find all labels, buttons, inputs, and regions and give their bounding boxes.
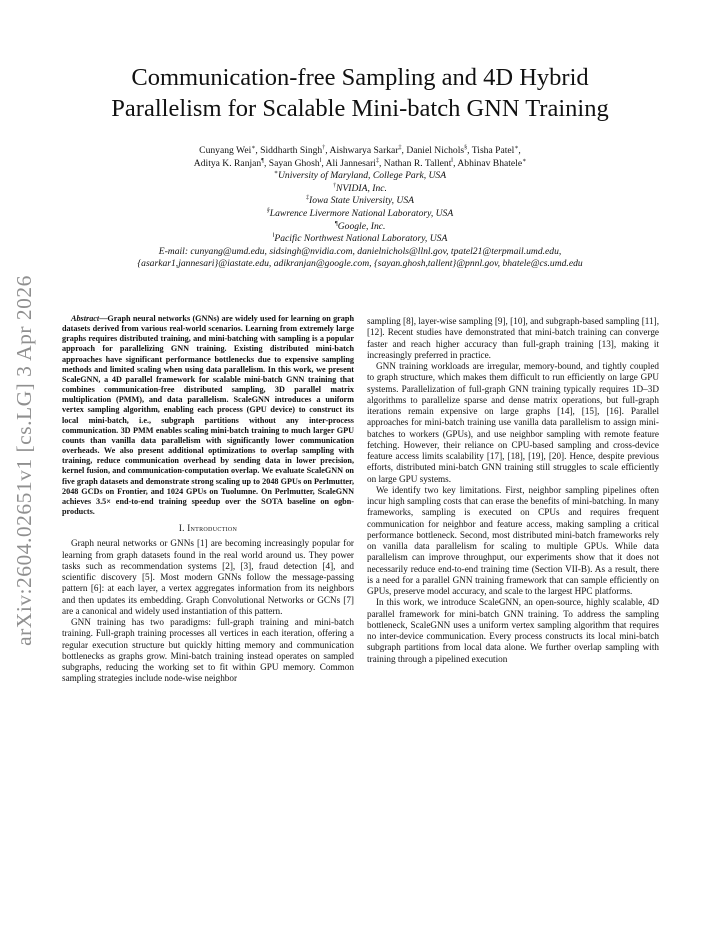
author-name: Sayan Ghosh bbox=[268, 157, 320, 169]
title-line-2: Parallelism for Scalable Mini-batch GNN Training bbox=[111, 95, 609, 122]
paragraph: GNN training has two paradigms: full-graph training and mini-batch training. Full-graph training processes all vertices in each iteration, offering a regular execution structure but quickly hitting memory and communication bottlenecks as graphs grow. Mini-batch training instead operates on sampled subgraphs, reducing the working set to fit within GPU memory. Common sampling strategies include node-wise neighbor bbox=[62, 617, 354, 684]
author-line-2: Aditya K. Ranjan¶, Sayan Ghosh‖, Ali Jannesari‡, Nathan R. Tallent‖, Abhinav Bhatele∗ bbox=[193, 157, 527, 169]
abstract-label: Abstract bbox=[71, 314, 100, 323]
left-column bbox=[62, 314, 354, 685]
author-block bbox=[40, 145, 680, 271]
section-heading: I. Introduction bbox=[178, 523, 238, 534]
affiliation: §Lawrence Livermore National Laboratory, USA bbox=[266, 207, 454, 219]
author-name: Nathan R. Tallent bbox=[383, 157, 452, 169]
abstract: Abstract—Graph neural networks (GNNs) are widely used for learning on graph datasets derived from various real-world scenarios. Learning from extremely large graphs requires distributed training, and mini-batching with sampling is a popular approach for parallelizing GNN training. Existing distributed mini-batch approaches have significant performance bottlenecks due to expensive sampling methods and limited scaling when using data parallelism. In this work, we present ScaleGNN, a 4D parallel framework for scalable mini-batch GNN training that combines communication-free distributed sampling, 3D parallel matrix multiplication (PMM), and data parallelism. ScaleGNN introduces a uniform vertex sampling algorithm, enabling each process (GPU device) to construct its local mini-batch, i.e., subgraph partitions without any inter-process communication. 3D PMM enables scaling mini-batch training to much larger GPU counts than vanilla data parallelism with significantly lower communication overheads. We also present additional optimizations to overlap sampling with training, reduce communication overhead by sending data in lower precision, kernel fusion, and communication-computation overlap. We evaluate ScaleGNN on five graph datasets and demonstrate strong scaling up to 2048 GPUs on Perlmutter, 2048 GCDs on Frontier, and 1024 GPUs on Tuolumne. On Perlmutter, ScaleGNN achieves 3.5× end-to-end training speedup over the SOTA baseline on ogbn-products. bbox=[62, 314, 354, 516]
right-column bbox=[367, 316, 659, 665]
paper-title bbox=[40, 62, 680, 124]
author-name: Daniel Nichols bbox=[406, 145, 465, 156]
arxiv-identifier[interactable]: arXiv:2604.02651v1 [cs.LG] 3 Apr 2026 bbox=[11, 274, 36, 646]
email-line-2: {asarkar1,jannesari}@iastate.edu, adikranjan@google.com, {sayan.ghosh,tallent}@pnnl.gov, bhatele@cs.umd.edu bbox=[137, 258, 583, 270]
title-line-1: Communication-free Sampling and 4D Hybrid bbox=[131, 64, 589, 91]
author-name: Ali Jannesari bbox=[325, 157, 376, 169]
arxiv-stamp bbox=[4, 220, 44, 700]
email-line-1: E-mail: cunyang@umd.edu, sidsingh@nvidia.com, danielnichols@llnl.gov, tpatel21@terpmail.umd.edu, bbox=[158, 245, 562, 257]
author-name: Cunyang Wei bbox=[199, 145, 252, 156]
affiliation: ‡Iowa State University, USA bbox=[306, 195, 414, 207]
paragraph: sampling [8], layer-wise sampling [9], [10], and subgraph-based sampling [11], [12]. Recent studies have demonstrated that mini-batch training can converge faster and reach higher accuracy than full-graph training [13], making it increasingly preferred in practice. bbox=[367, 316, 659, 360]
paragraph: Graph neural networks or GNNs [1] are becoming increasingly popular for learning from graph datasets found in the real world around us. They power tasks such as recommendation systems [2], [3], fraud detection [4], and scientific discovery [5]. Most modern GNNs follow the message-passing pattern [6]: at each layer, a vertex aggregates information from its neighbors and then updates its embedding. Graph Convolutional Networks or GCNs [7] are a canonical and widely used instantiation of this pattern. bbox=[62, 538, 354, 616]
affiliation: ‖Pacific Northwest National Laboratory, USA bbox=[272, 232, 448, 245]
affiliation: †NVIDIA, Inc. bbox=[333, 182, 387, 194]
paragraph: In this work, we introduce ScaleGNN, an open-source, highly scalable, 4D parallel framework for mini-batch GNN training. To address the sampling bottleneck, ScaleGNN uses a uniform vertex sampling algorithm that requires no inter-device communication. Every process constructs its local mini-batch subgraph partitions from local data alone. We further overlap sampling with training through a pipelined execution bbox=[367, 597, 659, 664]
author-name: Abhinav Bhatele bbox=[457, 157, 523, 169]
author-name: Aishwarya Sarkar bbox=[329, 145, 399, 156]
paragraph: GNN training workloads are irregular, memory-bound, and tightly coupled to graph structure, which makes them difficult to run efficiently on large GPU systems. Parallelization of full-graph GNN training typically requires 1D–3D algorithms to parallelize sparse and dense matrix operations, but full-graph iterations remain expensive on large graphs [14], [15], [16]. Parallel approaches for mini-batch training use vanilla data parallelism to assign mini-batches to workers (GPUs), and use neighbor sampling with remote feature fetching. However, their reliance on CPU-based sampling and cross-device feature access limits scalability [17], [18], [19], [20]. Hence, despite previous efforts, distributed mini-batch GNN training still struggles to scale efficiently on large GPU systems. bbox=[367, 361, 659, 484]
author-line-1: Cunyang Wei∗, Siddharth Singh†, Aishwarya Sarkar‡, Daniel Nichols§, Tisha Patel∗, bbox=[199, 144, 521, 156]
author-name: Tisha Patel bbox=[471, 145, 515, 156]
author-name: Aditya K. Ranjan bbox=[193, 157, 262, 169]
affiliation: ∗University of Maryland, College Park, USA bbox=[273, 170, 447, 182]
abstract-text: Graph neural networks (GNNs) are widely used for learning on graph datasets derived from various real-world scenarios. Learning from extremely large graphs requires distributed training, and mini-batching with sampling is a popular approach for parallelizing GNN training. Existing distributed mini-batch approaches have significant performance bottlenecks due to expensive sampling methods and limited scaling when using data parallelism. In this work, we present ScaleGNN, a 4D parallel framework for scalable mini-batch GNN training that combines communication-free distributed sampling, 3D parallel matrix multiplication (PMM), and data parallelism. ScaleGNN introduces a uniform vertex sampling algorithm, enabling each process (GPU device) to construct its local mini-batch, i.e., subgraph partitions without any inter-process communication. 3D PMM enables scaling mini-batch training to much larger GPU counts than vanilla data parallelism with significantly lower communication overheads. We also present additional optimizations to overlap sampling with training, reduce communication overhead by sending data in lower precision, kernel fusion, and communication-computation overlap. We evaluate ScaleGNN on five graph datasets and demonstrate strong scaling up to 2048 GPUs on Perlmutter, 2048 GCDs on Frontier, and 1024 GPUs on Tuolumne. On Perlmutter, ScaleGNN achieves 3.5× end-to-end training speedup over the SOTA baseline on ogbn-products. bbox=[62, 314, 354, 516]
paragraph: We identify two key limitations. First, neighbor sampling pipelines often incur high sampling costs that can erase the benefits of mini-batching. In many frameworks, sampling is executed on CPUs and requires frequent communication for neighbor and feature access, making sampling a critical performance bottleneck. Second, most distributed mini-batch frameworks rely on vanilla data parallelism for scaling to multiple GPUs. While data parallelism can improve throughput, our experiments show that it does not necessarily reduce end-to-end training time (Section VII-B). As a result, there is a need for a parallel GNN training framework that can sample efficiently on GPUs, preserve model accuracy, and scale to the largest HPC platforms. bbox=[367, 484, 659, 596]
affiliation: ¶Google, Inc. bbox=[334, 220, 386, 232]
author-name: Siddharth Singh bbox=[260, 145, 323, 156]
